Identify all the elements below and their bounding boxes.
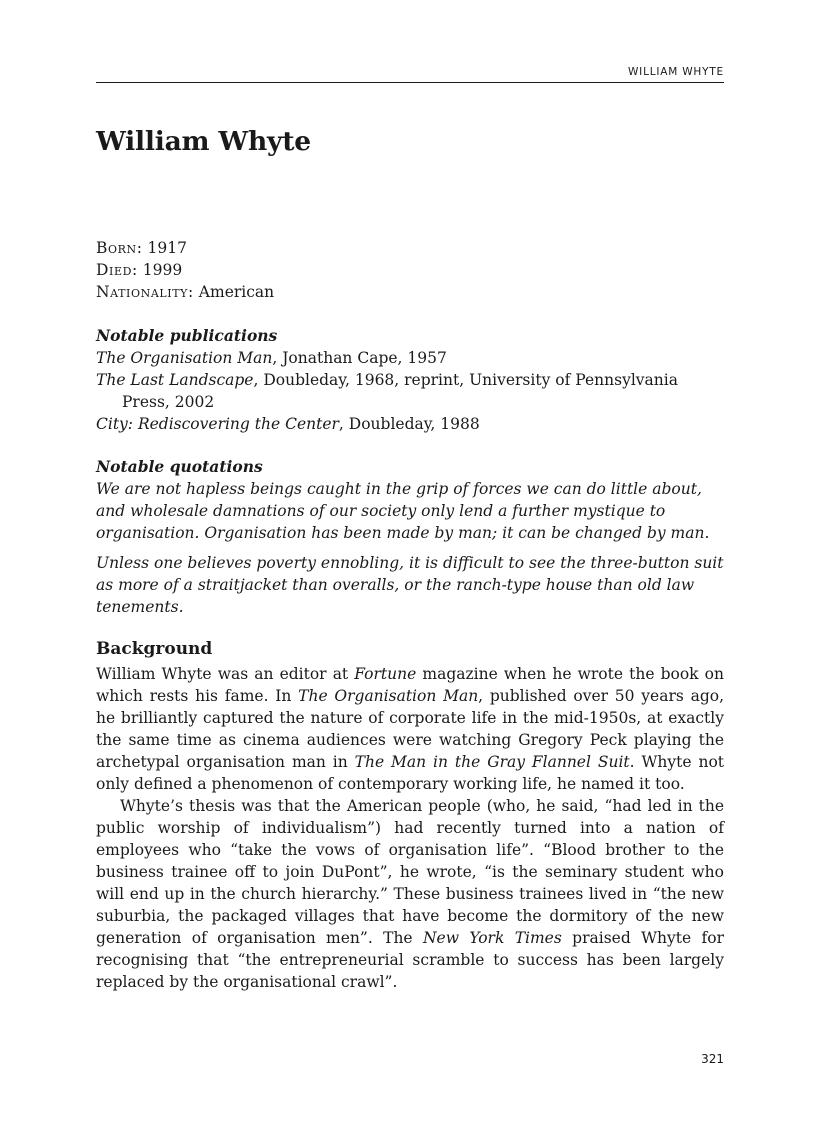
- publication-item: [96, 413, 724, 435]
- publication-item: [96, 369, 724, 413]
- publication-title: City: Rediscovering the Center: [96, 415, 339, 433]
- background-paragraph: [96, 663, 724, 795]
- text-run: magazine when he wrote the book on which rests his fame. In: [96, 665, 724, 705]
- nationality-line: [96, 281, 724, 303]
- nationality-value: American: [198, 283, 275, 301]
- notable-quotations: [96, 456, 724, 618]
- died-label: Died:: [96, 261, 138, 279]
- nationality-label: Nationality:: [96, 283, 194, 301]
- book-page: [96, 0, 724, 1123]
- italic-run: The Man in the Gray Flannel Suit: [354, 753, 630, 771]
- quotation: Unless one believes poverty ennobling, it is difficult to see the three-button suit as more of a straitjacket than overalls, or the ranch-type house than old law tenements.: [96, 554, 724, 616]
- biographical-facts: [96, 237, 724, 303]
- header-rule: [96, 82, 724, 83]
- born-label: Born:: [96, 239, 143, 257]
- quotations-heading: Notable quotations: [96, 457, 263, 476]
- text-run: praised Whyte for recognising that “the entrepreneurial scramble to success has been largely replaced by the organisational crawl”.: [96, 929, 724, 991]
- background-section: [96, 637, 724, 993]
- publication-title: The Organisation Man: [96, 349, 273, 367]
- background-paragraph: [96, 795, 724, 993]
- quotation: We are not hapless beings caught in the grip of forces we can do little about, and wholesale damnations of our society only lend a further mystique to organisation. Organisation has been made by man; it can be changed by man.: [96, 480, 710, 542]
- page-number: 321: [701, 1052, 724, 1066]
- publication-title: The Last Landscape: [96, 371, 254, 389]
- chapter-title: William Whyte: [96, 126, 311, 157]
- publication-details: , Doubleday, 1988: [338, 415, 480, 433]
- background-heading: Background: [96, 639, 213, 659]
- italic-run: The Organisation Man: [298, 687, 479, 705]
- died-value: 1999: [142, 261, 183, 279]
- notable-publications: [96, 325, 724, 435]
- running-head: WILLIAM WHYTE: [628, 66, 724, 78]
- text-run: Whyte’s thesis was that the American people (who, he said, “had led in the public worship of individualism”) had recently turned into a nation of employees who “take the vows of organisation life”. “Blood brother to the business trainee off to join DuPont”, he wrote, “is the seminary student who will end up in the church hierarchy.” These business trainees lived in “the new suburbia, the packaged villages that have become the dormitory of the new generation of organisation men”. The: [96, 797, 724, 947]
- publication-details: , Doubleday, 1968, reprint, University of Pennsylvania Press, 2002: [122, 371, 678, 411]
- text-run: . Whyte not only defined a phenomenon of contemporary working life, he named it too.: [96, 753, 725, 793]
- text-run: , published over 50 years ago, he brilliantly captured the nature of corporate life in the mid-1950s, at exactly the same time as cinema audiences were watching Gregory Peck playing the archetypal organisation man in: [96, 687, 724, 771]
- publication-item: [96, 347, 724, 369]
- text-run: William Whyte was an editor at: [96, 665, 355, 683]
- born-value: 1917: [147, 239, 187, 257]
- publication-details: , Jonathan Cape, 1957: [272, 349, 447, 367]
- italic-run: New York Times: [422, 929, 562, 947]
- died-line: [96, 259, 724, 281]
- born-line: [96, 237, 724, 259]
- italic-run: Fortune: [354, 665, 417, 683]
- publications-heading: Notable publications: [96, 326, 278, 345]
